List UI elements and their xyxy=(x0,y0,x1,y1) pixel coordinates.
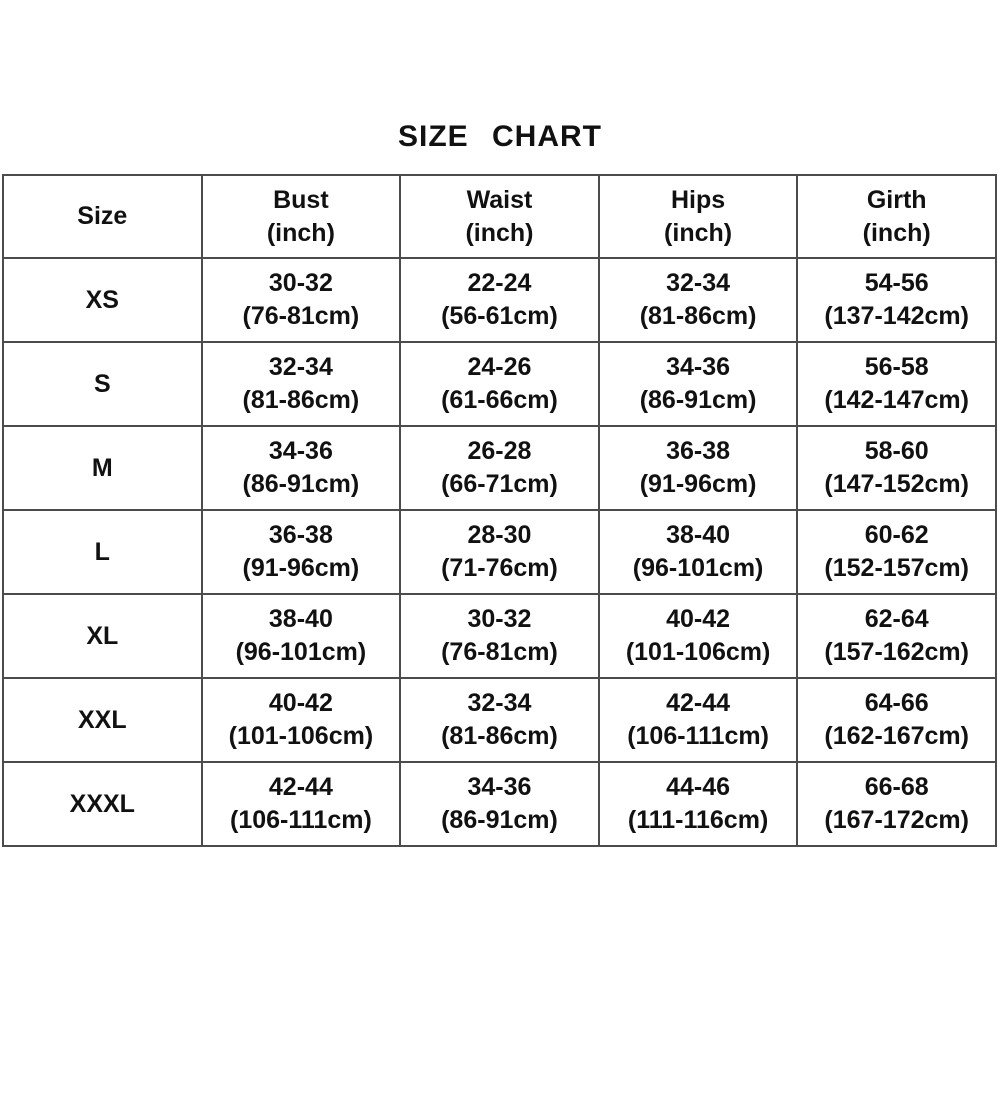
value-inch: 56-58 xyxy=(864,353,929,381)
value-inch: 36-38 xyxy=(268,521,333,549)
girth-cell xyxy=(797,762,996,846)
value-cm: (86-91cm) xyxy=(639,386,757,414)
bust-cell xyxy=(202,426,401,510)
value-cm: (76-81cm) xyxy=(441,638,558,666)
column-label: Size xyxy=(77,202,128,230)
value-cm: (86-91cm) xyxy=(441,806,558,834)
table-row-xs xyxy=(3,258,996,342)
page-title: SIZE CHART xyxy=(398,120,602,153)
girth-cell xyxy=(797,342,996,426)
value-cm: (96-101cm) xyxy=(235,638,367,666)
value-cm: (91-96cm) xyxy=(242,554,360,582)
table-row-xxxl xyxy=(3,762,996,846)
value-cm: (96-101cm) xyxy=(632,554,764,582)
size-cell xyxy=(3,258,202,342)
value-cm: (106-111cm) xyxy=(627,722,769,750)
column-unit: (inch) xyxy=(465,218,534,247)
header-row xyxy=(3,175,996,258)
value-inch: 64-66 xyxy=(864,689,929,717)
column-label: Waist xyxy=(466,185,533,214)
hips-cell xyxy=(599,762,798,846)
value-cm: (137-142cm) xyxy=(824,302,969,330)
value-cm: (81-86cm) xyxy=(242,386,360,414)
waist-cell xyxy=(400,258,599,342)
column-label: Girth xyxy=(866,185,927,214)
waist-cell xyxy=(400,762,599,846)
value-inch: 54-56 xyxy=(864,269,929,297)
column-header-bust xyxy=(202,175,401,258)
column-header-waist xyxy=(400,175,599,258)
value-inch: 30-32 xyxy=(467,605,532,633)
value-cm: (76-81cm) xyxy=(242,302,360,330)
bust-cell xyxy=(202,678,401,762)
hips-cell xyxy=(599,258,798,342)
size-value: M xyxy=(91,453,113,482)
bust-cell xyxy=(202,762,401,846)
column-unit: (inch) xyxy=(862,218,931,247)
size-cell xyxy=(3,426,202,510)
value-cm: (111-116cm) xyxy=(627,806,769,834)
value-cm: (66-71cm) xyxy=(441,470,558,498)
value-cm: (71-76cm) xyxy=(441,554,558,582)
table-row-s xyxy=(3,342,996,426)
value-inch: 38-40 xyxy=(268,605,333,633)
bust-cell xyxy=(202,594,401,678)
girth-cell xyxy=(797,594,996,678)
value-cm: (142-147cm) xyxy=(824,386,969,414)
value-inch: 66-68 xyxy=(864,773,929,801)
value-cm: (86-91cm) xyxy=(242,470,360,498)
bust-cell xyxy=(202,510,401,594)
value-cm: (56-61cm) xyxy=(441,302,558,330)
value-inch: 28-30 xyxy=(467,521,532,549)
value-inch: 32-34 xyxy=(666,269,731,297)
value-cm: (147-152cm) xyxy=(824,470,969,498)
bust-cell xyxy=(202,258,401,342)
column-header-size xyxy=(3,175,202,258)
value-cm: (101-106cm) xyxy=(228,722,374,750)
girth-cell xyxy=(797,678,996,762)
hips-cell xyxy=(599,678,798,762)
hips-cell xyxy=(599,342,798,426)
value-cm: (106-111cm) xyxy=(230,806,372,834)
waist-cell xyxy=(400,594,599,678)
value-inch: 42-44 xyxy=(666,689,731,717)
size-cell xyxy=(3,510,202,594)
value-cm: (152-157cm) xyxy=(824,554,969,582)
value-inch: 26-28 xyxy=(467,437,532,465)
girth-cell xyxy=(797,426,996,510)
girth-cell xyxy=(797,510,996,594)
value-inch: 32-34 xyxy=(268,353,333,381)
table-header xyxy=(3,175,996,258)
table-body xyxy=(3,258,996,846)
size-value: XS xyxy=(85,285,119,314)
column-unit: (inch) xyxy=(266,218,335,247)
value-inch: 42-44 xyxy=(268,773,333,801)
hips-cell xyxy=(599,426,798,510)
value-inch: 58-60 xyxy=(864,437,929,465)
column-label: Bust xyxy=(273,185,329,214)
column-header-hips xyxy=(599,175,798,258)
table-row-m xyxy=(3,426,996,510)
value-cm: (61-66cm) xyxy=(441,386,558,414)
value-inch: 38-40 xyxy=(666,521,731,549)
table-row-xl xyxy=(3,594,996,678)
value-inch: 40-42 xyxy=(666,605,731,633)
waist-cell xyxy=(400,678,599,762)
value-inch: 60-62 xyxy=(864,521,929,549)
value-cm: (91-96cm) xyxy=(639,470,757,498)
value-inch: 34-36 xyxy=(467,773,532,801)
waist-cell xyxy=(400,510,599,594)
value-inch: 62-64 xyxy=(864,605,929,633)
value-inch: 34-36 xyxy=(666,353,731,381)
size-value: S xyxy=(93,369,111,398)
value-inch: 34-36 xyxy=(268,437,333,465)
value-cm: (81-86cm) xyxy=(639,302,757,330)
value-cm: (162-167cm) xyxy=(824,722,969,750)
column-header-girth xyxy=(797,175,996,258)
value-inch: 22-24 xyxy=(467,269,532,297)
waist-cell xyxy=(400,426,599,510)
value-cm: (157-162cm) xyxy=(824,638,969,666)
table-row-l xyxy=(3,510,996,594)
girth-cell xyxy=(797,258,996,342)
column-unit: (inch) xyxy=(664,218,733,247)
size-cell xyxy=(3,762,202,846)
size-value: XXL xyxy=(77,705,127,734)
size-cell xyxy=(3,594,202,678)
table-row-xxl xyxy=(3,678,996,762)
hips-cell xyxy=(599,594,798,678)
waist-cell xyxy=(400,342,599,426)
value-inch: 30-32 xyxy=(268,269,333,297)
size-cell xyxy=(3,678,202,762)
value-inch: 44-46 xyxy=(666,773,731,801)
bust-cell xyxy=(202,342,401,426)
size-value: L xyxy=(94,537,110,566)
column-label: Hips xyxy=(670,185,726,214)
value-inch: 36-38 xyxy=(666,437,731,465)
value-cm: (81-86cm) xyxy=(441,722,558,750)
hips-cell xyxy=(599,510,798,594)
value-inch: 24-26 xyxy=(467,353,532,381)
size-chart-table xyxy=(2,174,997,847)
value-inch: 32-34 xyxy=(467,689,532,717)
value-cm: (167-172cm) xyxy=(824,806,969,834)
value-inch: 40-42 xyxy=(268,689,333,717)
size-value: XL xyxy=(86,621,119,650)
value-cm: (101-106cm) xyxy=(625,638,771,666)
size-value: XXXL xyxy=(69,789,135,818)
size-cell xyxy=(3,342,202,426)
